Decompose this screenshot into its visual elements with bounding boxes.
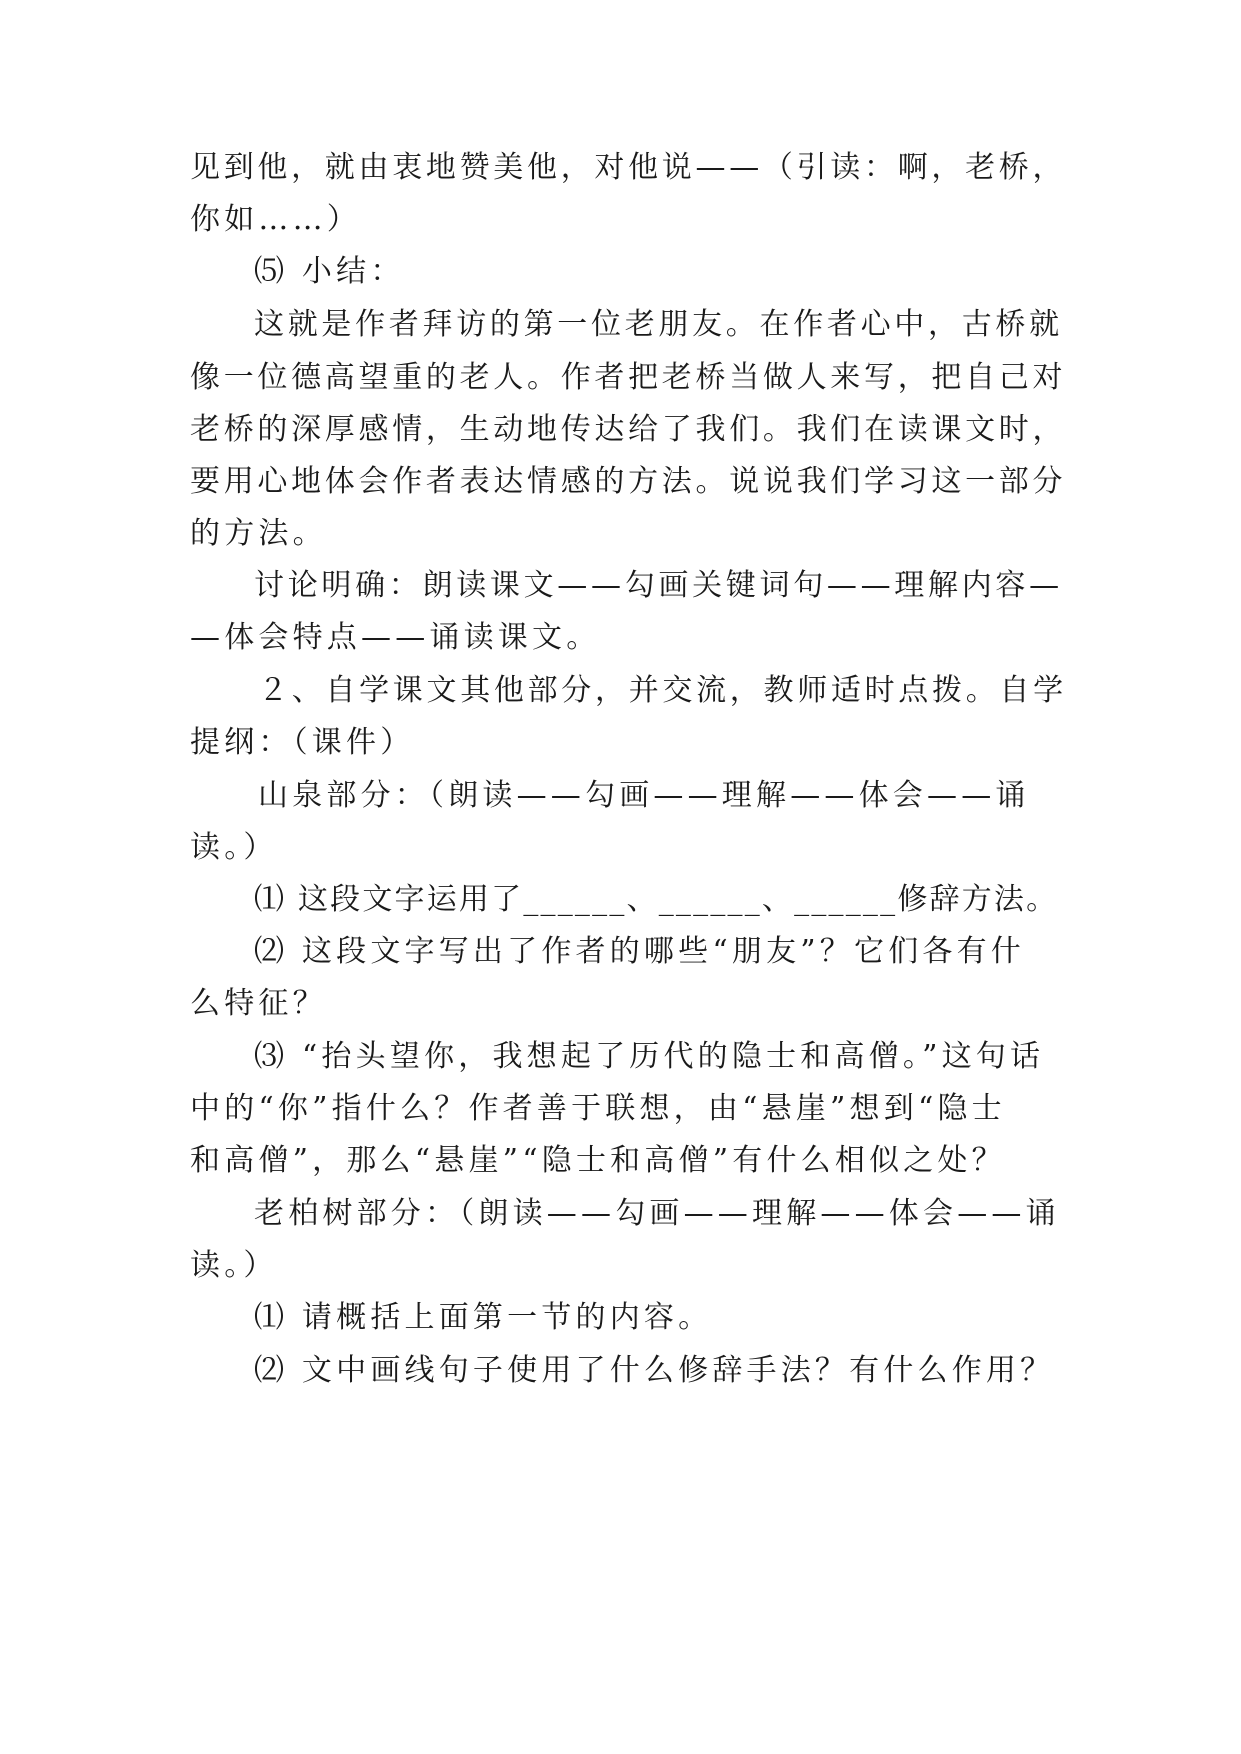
text-line: 老柏树部分：（朗读——勾画——理解——体会——诵: [254, 1196, 1060, 1231]
text-line: 你如……）: [190, 202, 361, 237]
text-line: 的方法。: [190, 516, 327, 551]
text-line: 这就是作者拜访的第一位老朋友。在作者心中，古桥就: [254, 307, 1063, 342]
text-line: 见到他，就由衷地赞美他，对他说——（引读：啊，老桥，: [190, 150, 1067, 185]
text-line: 像一位德高望重的老人。作者把老桥当做人来写，把自己对: [190, 360, 1067, 395]
text-line: ２、自学课文其他部分，并交流，教师适时点拨。自学: [258, 673, 1067, 708]
text-line: ⑸ 小结：: [254, 254, 405, 289]
text-line: 老桥的深厚感情，生动地传达给了我们。我们在读课文时，: [190, 412, 1067, 447]
text-line: ⑴ 请概括上面第一节的内容。: [254, 1300, 713, 1335]
text-line: ⑴ 这段文字运用了______、______、______修辞方法。: [254, 882, 1059, 917]
text-line: ⑶ “抬头望你，我想起了历代的隐士和高僧。”这句话: [254, 1039, 1045, 1074]
text-line: 山泉部分：（朗读——勾画——理解——体会——诵: [258, 778, 1030, 813]
text-line: —体会特点——诵读课文。: [190, 620, 601, 655]
text-line: 提纲：（课件）: [190, 725, 415, 760]
text-line: 和高僧”，那么“悬崖”“隐士和高僧”有什么相似之处？: [190, 1143, 1006, 1178]
text-line: 讨论明确：朗读课文——勾画关键词句——理解内容—: [254, 568, 1063, 603]
text-line: ⑵ 文中画线句子使用了什么修辞手法？有什么作用？: [254, 1353, 1055, 1388]
text-line: 要用心地体会作者表达情感的方法。说说我们学习这一部分: [190, 464, 1067, 499]
text-line: 中的“你”指什么？作者善于联想，由“悬崖”想到“隐士: [190, 1091, 1006, 1126]
text-line: 读。）: [190, 830, 278, 865]
text-line: ⑵ 这段文字写出了作者的哪些“朋友”？它们各有什: [254, 934, 1026, 969]
text-line: 么特征？: [190, 986, 327, 1021]
text-line: 读。）: [190, 1248, 278, 1283]
